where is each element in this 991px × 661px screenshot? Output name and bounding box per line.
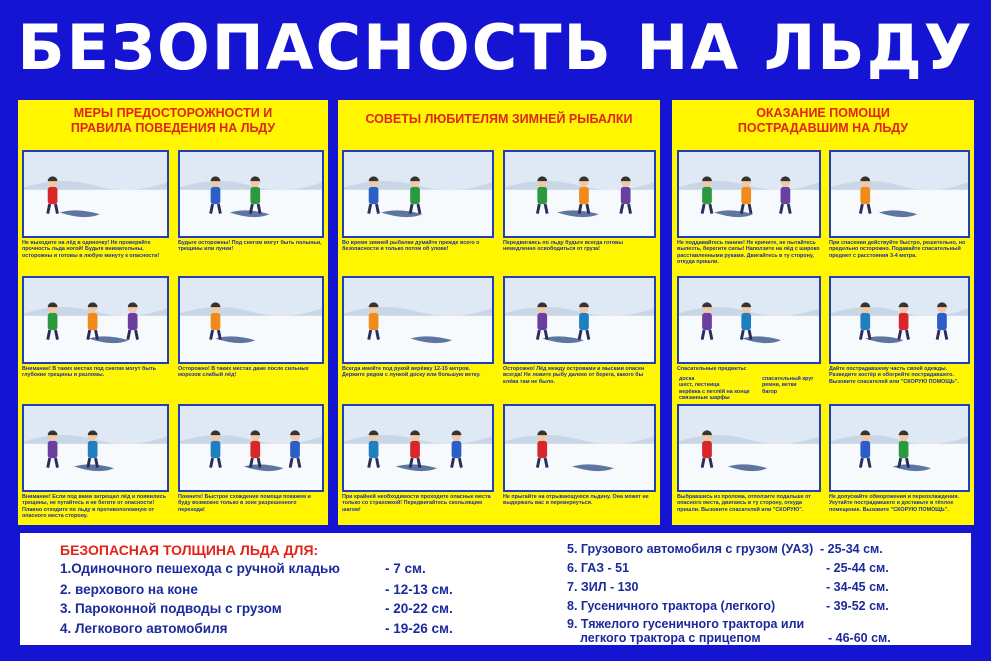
illustration-caption: Во время зимней рыбалки думайте прежде всего о безопасности и только потом об улове!	[342, 240, 480, 253]
rescue-item: спасательный круг	[762, 376, 814, 382]
poster-title: БЕЗОПАСНОСТЬ НА ЛЬДУ	[17, 11, 974, 84]
illustration-1-5	[22, 404, 169, 492]
illustration-caption: Осторожно! Лёд между островами и мысами опасен всегда! Не ловите рыбу далеко от берега, какого бы клёва там не было.	[503, 366, 645, 385]
illustration-2-3	[342, 276, 494, 364]
rescue-item: доска	[679, 376, 695, 382]
thickness-row-label: легкого трактора с прицепом	[580, 631, 761, 645]
thickness-row-label: 4. Легкового автомобиля	[60, 621, 228, 636]
thickness-row-label: 8. Гусеничного трактора (легкого)	[567, 599, 776, 613]
panel-title: СОВЕТЫ ЛЮБИТЕЛЯМ ЗИМНЕЙ РЫБАЛКИ	[365, 112, 633, 126]
rescue-item: верёвка с петлёй на конце	[679, 388, 750, 395]
thickness-heading: БЕЗОПАСНАЯ ТОЛЩИНА ЛЬДА ДЛЯ:	[60, 542, 319, 558]
rescue-items-right	[762, 376, 832, 402]
illustration-caption: При крайней необходимости проходите опасные места только со страховкой! Передвигайтесь скользящим шагом!	[342, 494, 491, 513]
rescue-item: ремни, ветки	[762, 382, 797, 389]
rescue-items-left	[679, 376, 759, 402]
thickness-row-value: - 25-44 см.	[826, 561, 889, 575]
illustration-caption: При спасении действуйте быстро, решительно, но предельно осторожно. Подавайте спасательный предмет с расстояния 3-4 метра.	[829, 240, 966, 259]
illustration-3-4	[829, 276, 970, 364]
illustration-caption: Спасательные предметы:	[677, 366, 747, 372]
illustration-3-1	[677, 150, 821, 238]
rescue-item: шест, лестница	[679, 382, 720, 389]
thickness-row-label: 9. Тяжелого гусеничного трактора или	[567, 617, 805, 631]
thickness-row-value: - 34-45 см.	[826, 580, 889, 594]
panel-title: ОКАЗАНИЕ ПОМОЩИ ПОСТРАДАВШИМ НА ЛЬДУ	[737, 106, 909, 135]
thickness-row-label: 7. ЗИЛ - 130	[567, 580, 639, 594]
illustration-1-6	[178, 404, 324, 492]
thickness-row-value: - 46-60 см.	[828, 631, 891, 645]
illustration-1-4	[178, 276, 324, 364]
illustration-2-4	[503, 276, 656, 364]
thickness-row-label: 3. Пароконной подводы с грузом	[60, 601, 282, 616]
illustration-1-3	[22, 276, 169, 364]
illustration-caption: Будьте осторожны! Под снегом могут быть полыньи, трещины или лунки!	[178, 240, 322, 253]
illustration-caption: Осторожно! В таких местах даже после сильных морозов слабый лёд!	[178, 366, 309, 379]
rescue-item: связанные шарфы	[679, 395, 730, 402]
thickness-row-value: - 39-52 см.	[826, 599, 889, 613]
illustration-2-5	[342, 404, 494, 492]
rescue-item: багор	[762, 388, 778, 395]
illustration-1-1	[22, 150, 169, 238]
illustration-caption: Помните! Быстрое схождение помощи покажем и буду возможно только в зоне разрешенного перехода!	[178, 494, 311, 513]
thickness-row-label: 1.Одиночного пешехода с ручной кладью	[60, 561, 340, 576]
illustration-1-2	[178, 150, 324, 238]
illustration-caption: Внимание! Если под вами затрещал лёд и появились трещины, не пугайтесь и не бегите от опасности! Плавно отходите по льду в противоположную от опасного места сторону.	[22, 494, 167, 520]
thickness-row-value: - 25-34 см.	[820, 542, 883, 556]
thickness-row-value: - 19-26 см.	[385, 621, 453, 636]
illustration-caption: Дайте пострадавшему часть своей одежды. Разведите костёр и обогрейте пострадавшего. Вызовите спасателей или "СКОРУЮ ПОМОЩЬ".	[829, 366, 959, 385]
illustration-3-2	[829, 150, 970, 238]
thickness-row-value: - 7 см.	[385, 561, 426, 576]
illustration-2-1	[342, 150, 494, 238]
thickness-row-label: 2. верхового на коне	[60, 582, 198, 597]
illustration-caption: Не прыгайте на отрывающуюся льдину. Она может не выдержать вас и перевернуться.	[503, 494, 649, 507]
thickness-row-value: - 20-22 см.	[385, 601, 453, 616]
ice-thickness-table	[20, 533, 971, 645]
illustration-3-6	[829, 404, 970, 492]
illustration-2-2	[503, 150, 656, 238]
illustration-caption: Выбравшись из пролома, отползите подальше от опасного места, двигаясь в ту сторону, откуда пришли. Вызовите спасателей или "СКОРУЮ".	[677, 494, 811, 513]
illustration-3-5	[677, 404, 821, 492]
panel-title: МЕРЫ ПРЕДОСТОРОЖНОСТИ И ПРАВИЛА ПОВЕДЕНИЯ НА ЛЬДУ	[70, 106, 276, 135]
thickness-row-label: 6. ГАЗ - 51	[567, 561, 630, 575]
illustration-caption: Внимание! В таких местах под снегом могут быть глубокие трещины и разломы.	[22, 366, 156, 379]
illustration-caption: Не выходите на лёд в одиночку! Не проверяйте прочность льда ногой! Будьте внимательны, осторожны и готовы в любую минуту к опасности!	[22, 240, 160, 259]
illustration-3-3	[677, 276, 821, 364]
illustration-caption: Не допускайте обморожения и переохлаждения. Укутайте пострадавшего и доставьте в тёплое помещение. Вызовите "СКОРУЮ ПОМОЩЬ".	[829, 494, 959, 513]
thickness-row-value: - 12-13 см.	[385, 582, 453, 597]
illustration-caption: Всегда имейте под рукой верёвку 12-15 метров. Держите рядом с лункой доску или большую ветку.	[342, 366, 481, 379]
illustration-caption: Передвигаясь по льду будьте всегда готовы немедленно освободиться от груза!	[503, 240, 623, 253]
thickness-row-label: 5. Грузового автомобиля с грузом (УАЗ)	[567, 542, 814, 556]
illustration-2-6	[503, 404, 656, 492]
illustration-caption: Не поддавайтесь панике! Не кричите, не пытайтесь вылезть, берегите силы! Наползите на лёд с широко расставленными руками. Двигайтесь в ту сторону, откуда пришли.	[677, 240, 820, 266]
